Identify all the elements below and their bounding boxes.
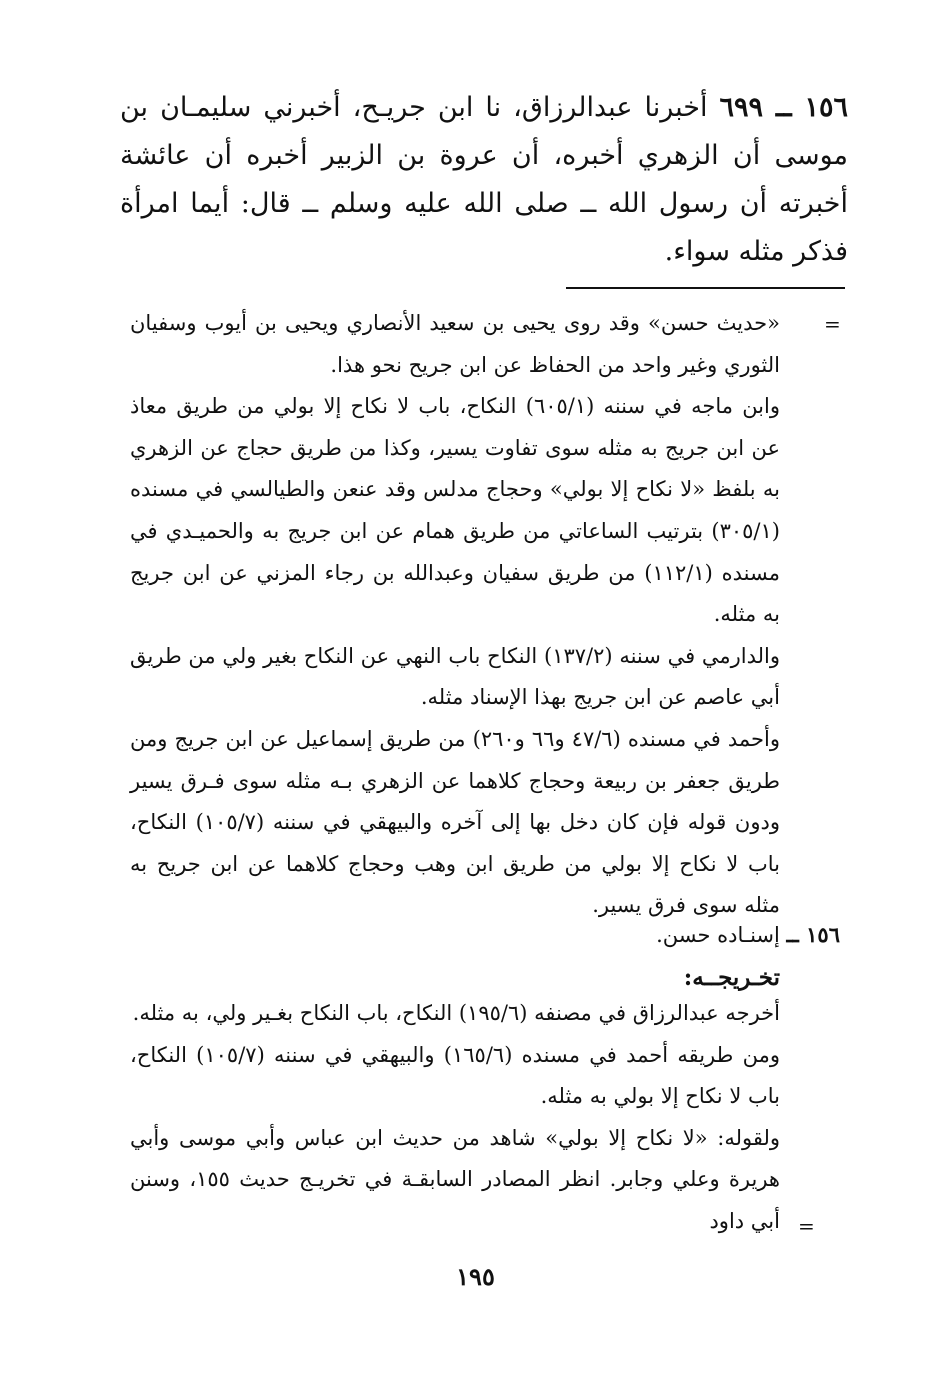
takhrij-paragraph: ومن طريقه أحمد في مسنده (١٦٥/٦) والبيهقي في سننه (١٠٥/٧) النكاح، باب لا نكاح إلا بولي به مثله. bbox=[130, 1042, 781, 1109]
footnote-separator-line bbox=[566, 287, 845, 289]
footnote-block bbox=[130, 303, 780, 927]
footnote-paragraph: وابن ماجه في سننه (٦٠٥/١) النكاح، باب لا نكاح إلا بولي من طريق معاذ عن ابن جريج به مثله سوى تفاوت يسير، وكذا من طريق حجاج عن الزهري به بلفظ «لا نكاح إلا بولي» وحجاج مدلس وقد عنعن والطيالسي في مسنده (٣٠٥/١) بترتيب الساعاتي من طريق همام عن ابن جريج به والحميـدي في مسنده (١١٢/١) من طريق سفيان وعبدالله بن رجاء المزني عن ابن جريج به مثله. bbox=[130, 394, 780, 627]
takhrij-continuation-mark: = bbox=[798, 1214, 815, 1238]
footnote-paragraph: والدارمي في سننه (١٣٧/٢) النكاح باب النهي عن النكاح بغير ولي من طريق أبي عاصم عن ابن جريج بهذا الإسناد مثله. bbox=[130, 643, 780, 710]
footnote-continuation-mark: = bbox=[824, 312, 841, 336]
takhrij-heading: تخـريجــه: bbox=[683, 964, 780, 991]
page-number: ١٩٥ bbox=[456, 1262, 495, 1291]
hadith-text-block bbox=[120, 84, 848, 276]
takhrij-paragraph: أخرجه عبدالرزاق في مصنفه (١٩٥/٦) النكاح، باب النكاح بغـير ولي، به مثله. bbox=[132, 1001, 780, 1025]
takhrij-paragraph: ولقوله: «لا نكاح إلا بولي» شاهد من حديث ابن عباس وأبي موسى وأبي هريرة وعلي وجابر. انظر المصادر السابقـة في تخريـج حديث ١٥٥، وسنن أبي داود bbox=[130, 1125, 780, 1233]
hadith-number: ١٥٦ ــ ٦٩٩ bbox=[719, 92, 849, 123]
isnad-note bbox=[130, 914, 840, 957]
takhrij-block bbox=[130, 993, 780, 1243]
isnad-number: ١٥٦ ــ bbox=[786, 922, 840, 947]
hadith-body: أخبرنا عبدالرزاق، نا ابن جريـح، أخبرني سليمـان بن موسى أن الزهري أخبره، أن عروة بن الزبير أخبره أن عائشة أخبرته أن رسول الله ــ صلى الله عليه وسلم ــ قال: أيما امرأة فذكر مثله سواء. bbox=[120, 92, 848, 267]
isnad-text: إسنـاده حسن. bbox=[656, 923, 780, 947]
footnote-paragraph: وأحمد في مسنده (٤٧/٦ و٦٦ و٢٦٠) من طريق إسماعيل عن ابن جريج ومن طريق جعفر بن ربيعة وحجاج كلاهما عن الزهري بـه مثله سوى فـرق يسير ودون قوله فإن كان دخل بها إلى آخره والبيهقي في سننه (١٠٥/٧) النكاح، باب لا نكاح إلا بولي من طريق ابن وهب وحجاج كلاهما عن ابن جريح به مثله سوى فرق يسير. bbox=[130, 726, 780, 918]
footnote-paragraph: «حديث حسن» وقد روى يحيى بن سعيد الأنصاري ويحيى بن أيوب وسفيان الثوري وغير واحد من الحفاظ عن ابن جريح نحو هذا. bbox=[130, 311, 780, 377]
